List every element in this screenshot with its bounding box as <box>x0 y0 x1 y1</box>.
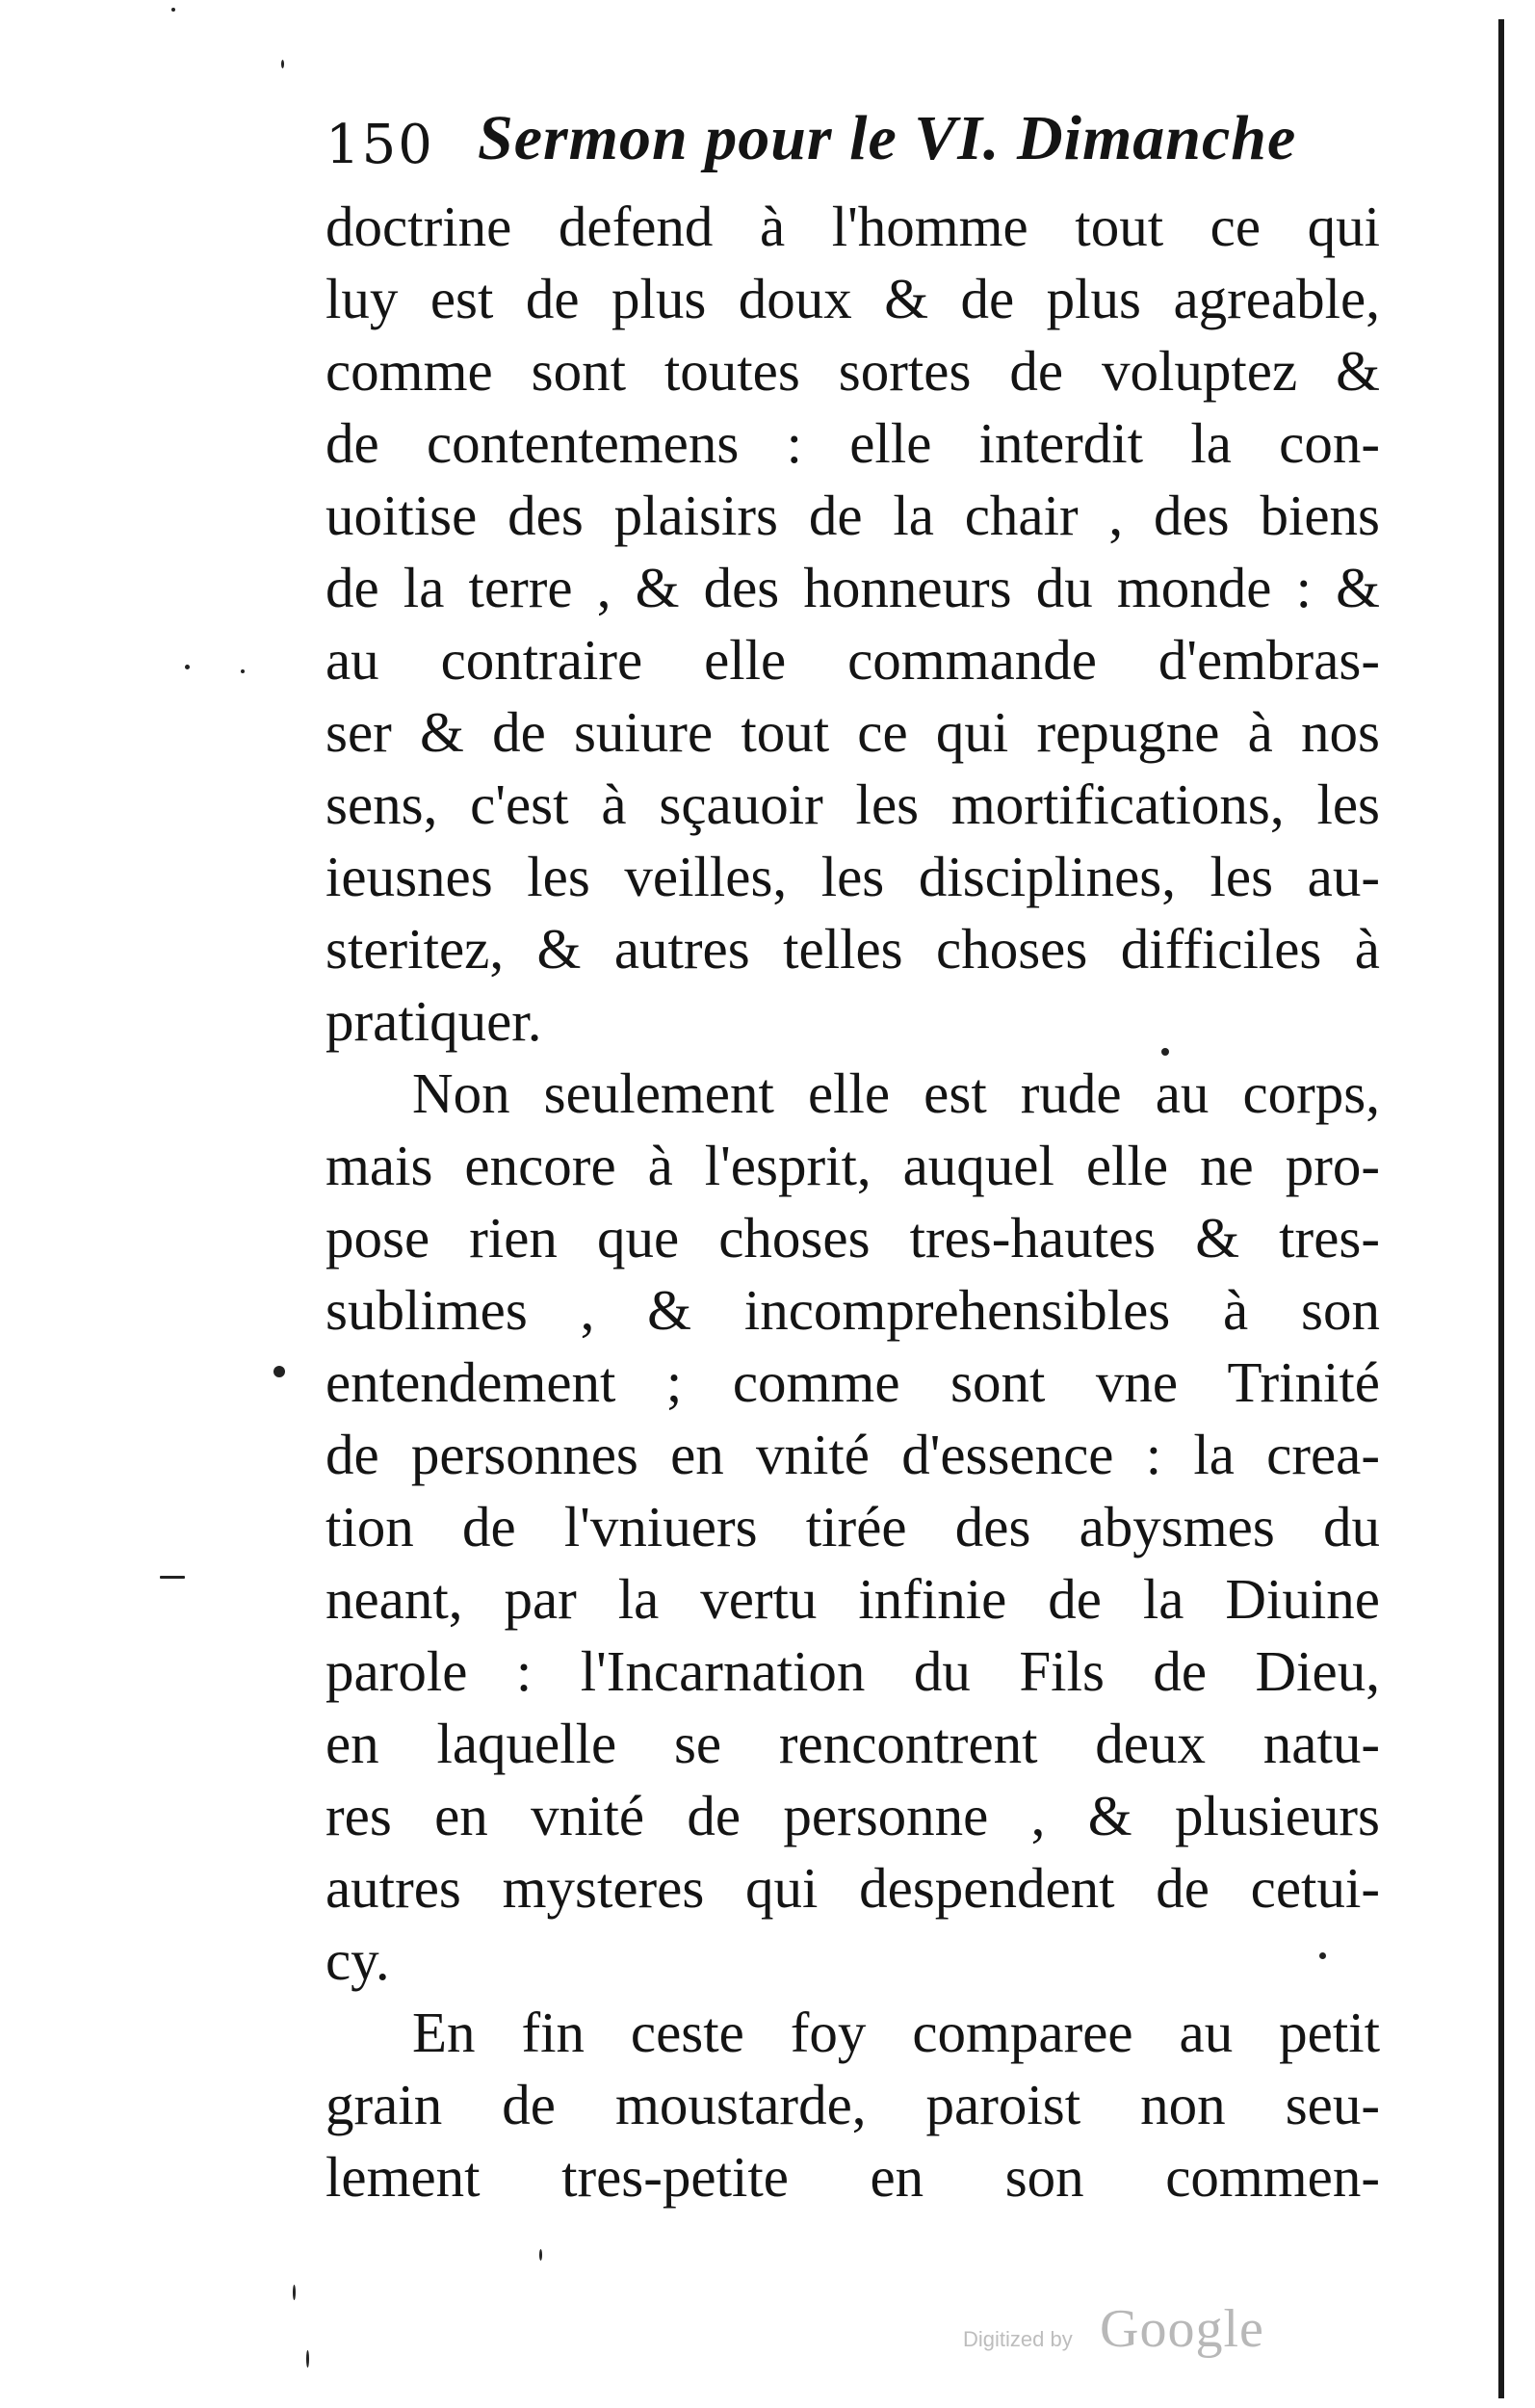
scan-speck <box>306 2350 309 2368</box>
scan-speck <box>273 1366 285 1377</box>
scan-speck <box>539 2249 542 2261</box>
scan-speck <box>160 1576 185 1579</box>
text-line: steritez, & autres telles choses difficiles à <box>325 917 1380 981</box>
text-line: ser & de suiure tout ce qui repugne à nos <box>325 700 1380 764</box>
digitized-watermark <box>963 2298 1281 2366</box>
text-line: pratiquer. <box>325 989 542 1053</box>
text-line: en laquelle se rencontrent deux natu- <box>325 1712 1380 1775</box>
text-line: lement tres-petite en son commen- <box>325 2145 1380 2209</box>
text-line: de personnes en vnité d'essence : la crea- <box>325 1423 1380 1486</box>
text-line: grain de moustarde, paroist non seu- <box>325 2073 1380 2136</box>
text-line: de la terre , & des honneurs du monde : & <box>325 556 1380 619</box>
scan-speck <box>185 665 190 669</box>
scan-speck <box>241 669 245 673</box>
page-edge-shadow <box>1498 19 1504 2398</box>
scan-speck <box>281 60 284 68</box>
text-line: comme sont toutes sortes de voluptez & <box>325 339 1380 403</box>
text-line: mais encore à l'esprit, auquel elle ne pro- <box>325 1134 1380 1197</box>
text-line: neant, par la vertu infinie de la Diuine <box>325 1567 1380 1631</box>
text-line: parole : l'Incarnation du Fils de Dieu, <box>325 1639 1380 1703</box>
text-line: cy. <box>325 1928 390 1992</box>
body-text <box>325 191 1380 2213</box>
text-line: autres mysteres qui despendent de cetui- <box>325 1856 1380 1920</box>
page-number: 150 <box>325 114 434 176</box>
watermark-prefix: Digitized by <box>963 2327 1073 2351</box>
text-line: de contentemens : elle interdit la con- <box>325 411 1380 475</box>
scan-speck <box>171 8 175 12</box>
text-line: sublimes , & incomprehensibles à son <box>325 1278 1380 1342</box>
page-header <box>325 96 1297 183</box>
text-line: au contraire elle commande d'embras- <box>325 628 1380 692</box>
text-line: ieusnes les veilles, les disciplines, les au- <box>325 845 1380 908</box>
text-line: doctrine defend à l'homme tout ce qui <box>325 195 1380 258</box>
text-line: tion de l'vniuers tirée des abysmes du <box>325 1495 1380 1558</box>
running-head: Sermon pour le VI. Dimanche <box>478 103 1297 173</box>
google-logo: Google <box>1100 2299 1264 2359</box>
text-line: uoitise des plaisirs de la chair , des biens <box>325 484 1380 547</box>
text-line: En fin ceste foy comparee au petit <box>412 2001 1380 2064</box>
text-line: sens, c'est à sçauoir les mortifications, les <box>325 772 1380 836</box>
text-line: entendement ; comme sont vne Trinité <box>325 1350 1380 1414</box>
text-line: pose rien que choses tres-hautes & tres- <box>325 1206 1380 1269</box>
text-line: luy est de plus doux & de plus agreable, <box>325 267 1380 330</box>
scan-speck <box>293 2285 296 2300</box>
text-line: Non seulement elle est rude au corps, <box>412 1061 1380 1125</box>
text-line: res en vnité de personne , & plusieurs <box>325 1784 1380 1847</box>
